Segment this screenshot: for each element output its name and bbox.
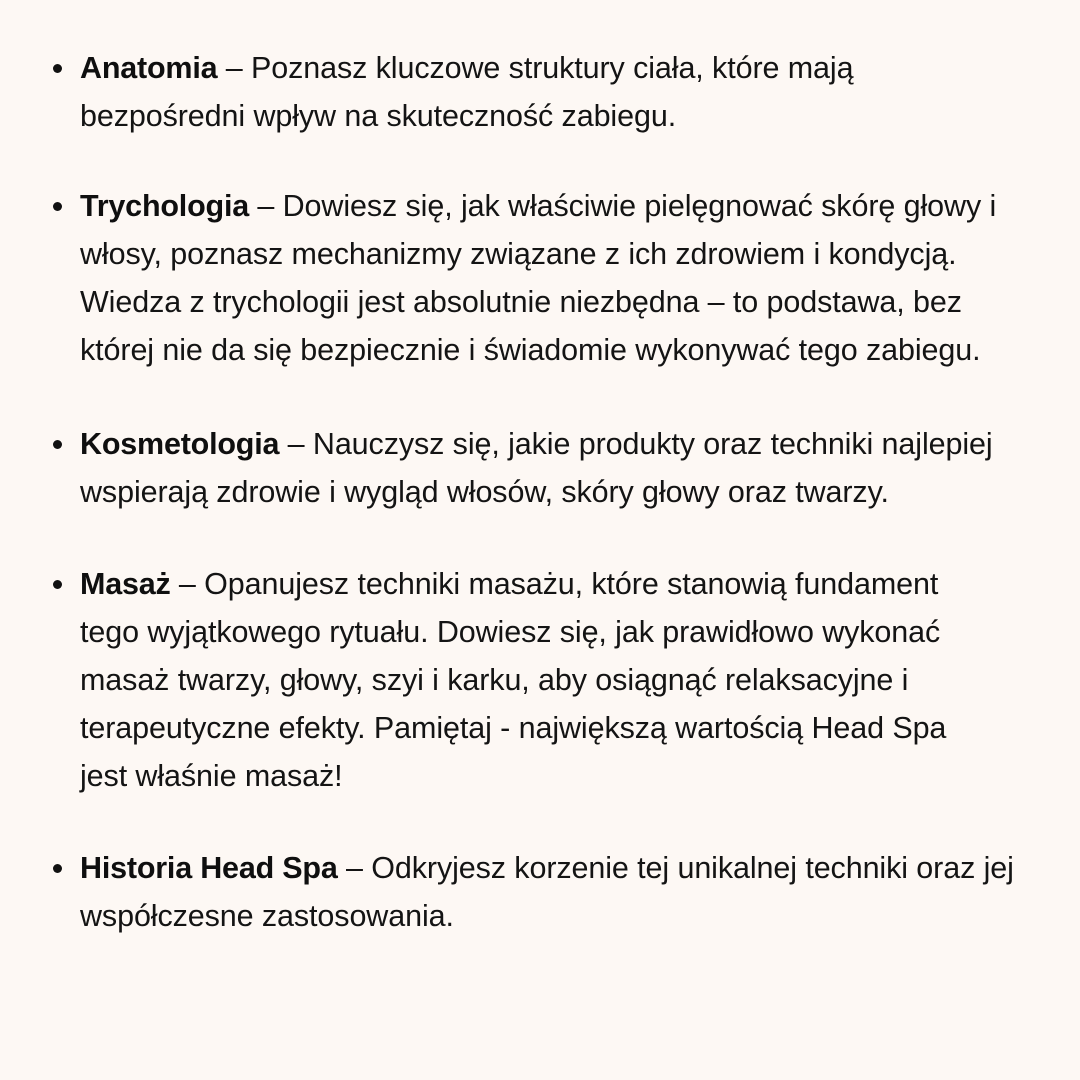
list-item-separator: –	[170, 567, 205, 601]
bullet-point-icon	[53, 864, 62, 873]
bullet-point-icon	[53, 64, 62, 73]
bullet-point-icon	[53, 440, 62, 449]
list-item-description: Opanujesz techniki masażu, które stanowią fundament tego wyjątkowego rytuału. Dowiesz się, jak prawidłowo wykonać masaż twarzy, głowy, szyi i karku, aby osiągnąć relaksacyjne i terapeutyczne efekty. Pamiętaj - największą wartością Head Spa jest właśnie masaż!	[80, 567, 947, 793]
list-item-separator: –	[337, 851, 372, 885]
list-item	[44, 44, 1010, 140]
list-item	[44, 420, 1036, 516]
list-item-separator: –	[279, 427, 313, 461]
list-item-term: Kosmetologia	[80, 427, 280, 461]
bullet-point-icon	[53, 580, 62, 589]
list-item-description: Odkryjesz korzenie tej unikalnej techniki oraz jej współczesne zastosowania.	[80, 851, 1014, 933]
bullet-point-icon	[53, 202, 62, 211]
list-item	[44, 560, 985, 800]
list-item-term: Trychologia	[80, 189, 249, 223]
list-item-separator: –	[217, 51, 251, 85]
list-item-term: Historia Head Spa	[80, 851, 338, 885]
list-item-separator: –	[248, 189, 283, 223]
list-item	[44, 844, 1036, 940]
list-item-description: Poznasz kluczowe struktury ciała, które mają bezpośredni wpływ na skuteczność zabiegu.	[80, 51, 854, 133]
curriculum-list	[44, 44, 1036, 940]
list-item-description: Dowiesz się, jak właściwie pielęgnować skórę głowy i włosy, poznasz mechanizmy związane z ich zdrowiem i kondycją. Wiedza z trychologii jest absolutnie niezbędna – to podstawa, bez której nie da się bezpiecznie i świadomie wykonywać tego zabiegu.	[80, 189, 997, 367]
list-item-term: Anatomia	[80, 51, 218, 85]
list-item	[44, 182, 1036, 374]
list-item-term: Masaż	[80, 567, 171, 601]
list-item-description: Nauczysz się, jakie produkty oraz techniki najlepiej wspierają zdrowie i wygląd włosów, skóry głowy oraz twarzy.	[80, 427, 993, 509]
